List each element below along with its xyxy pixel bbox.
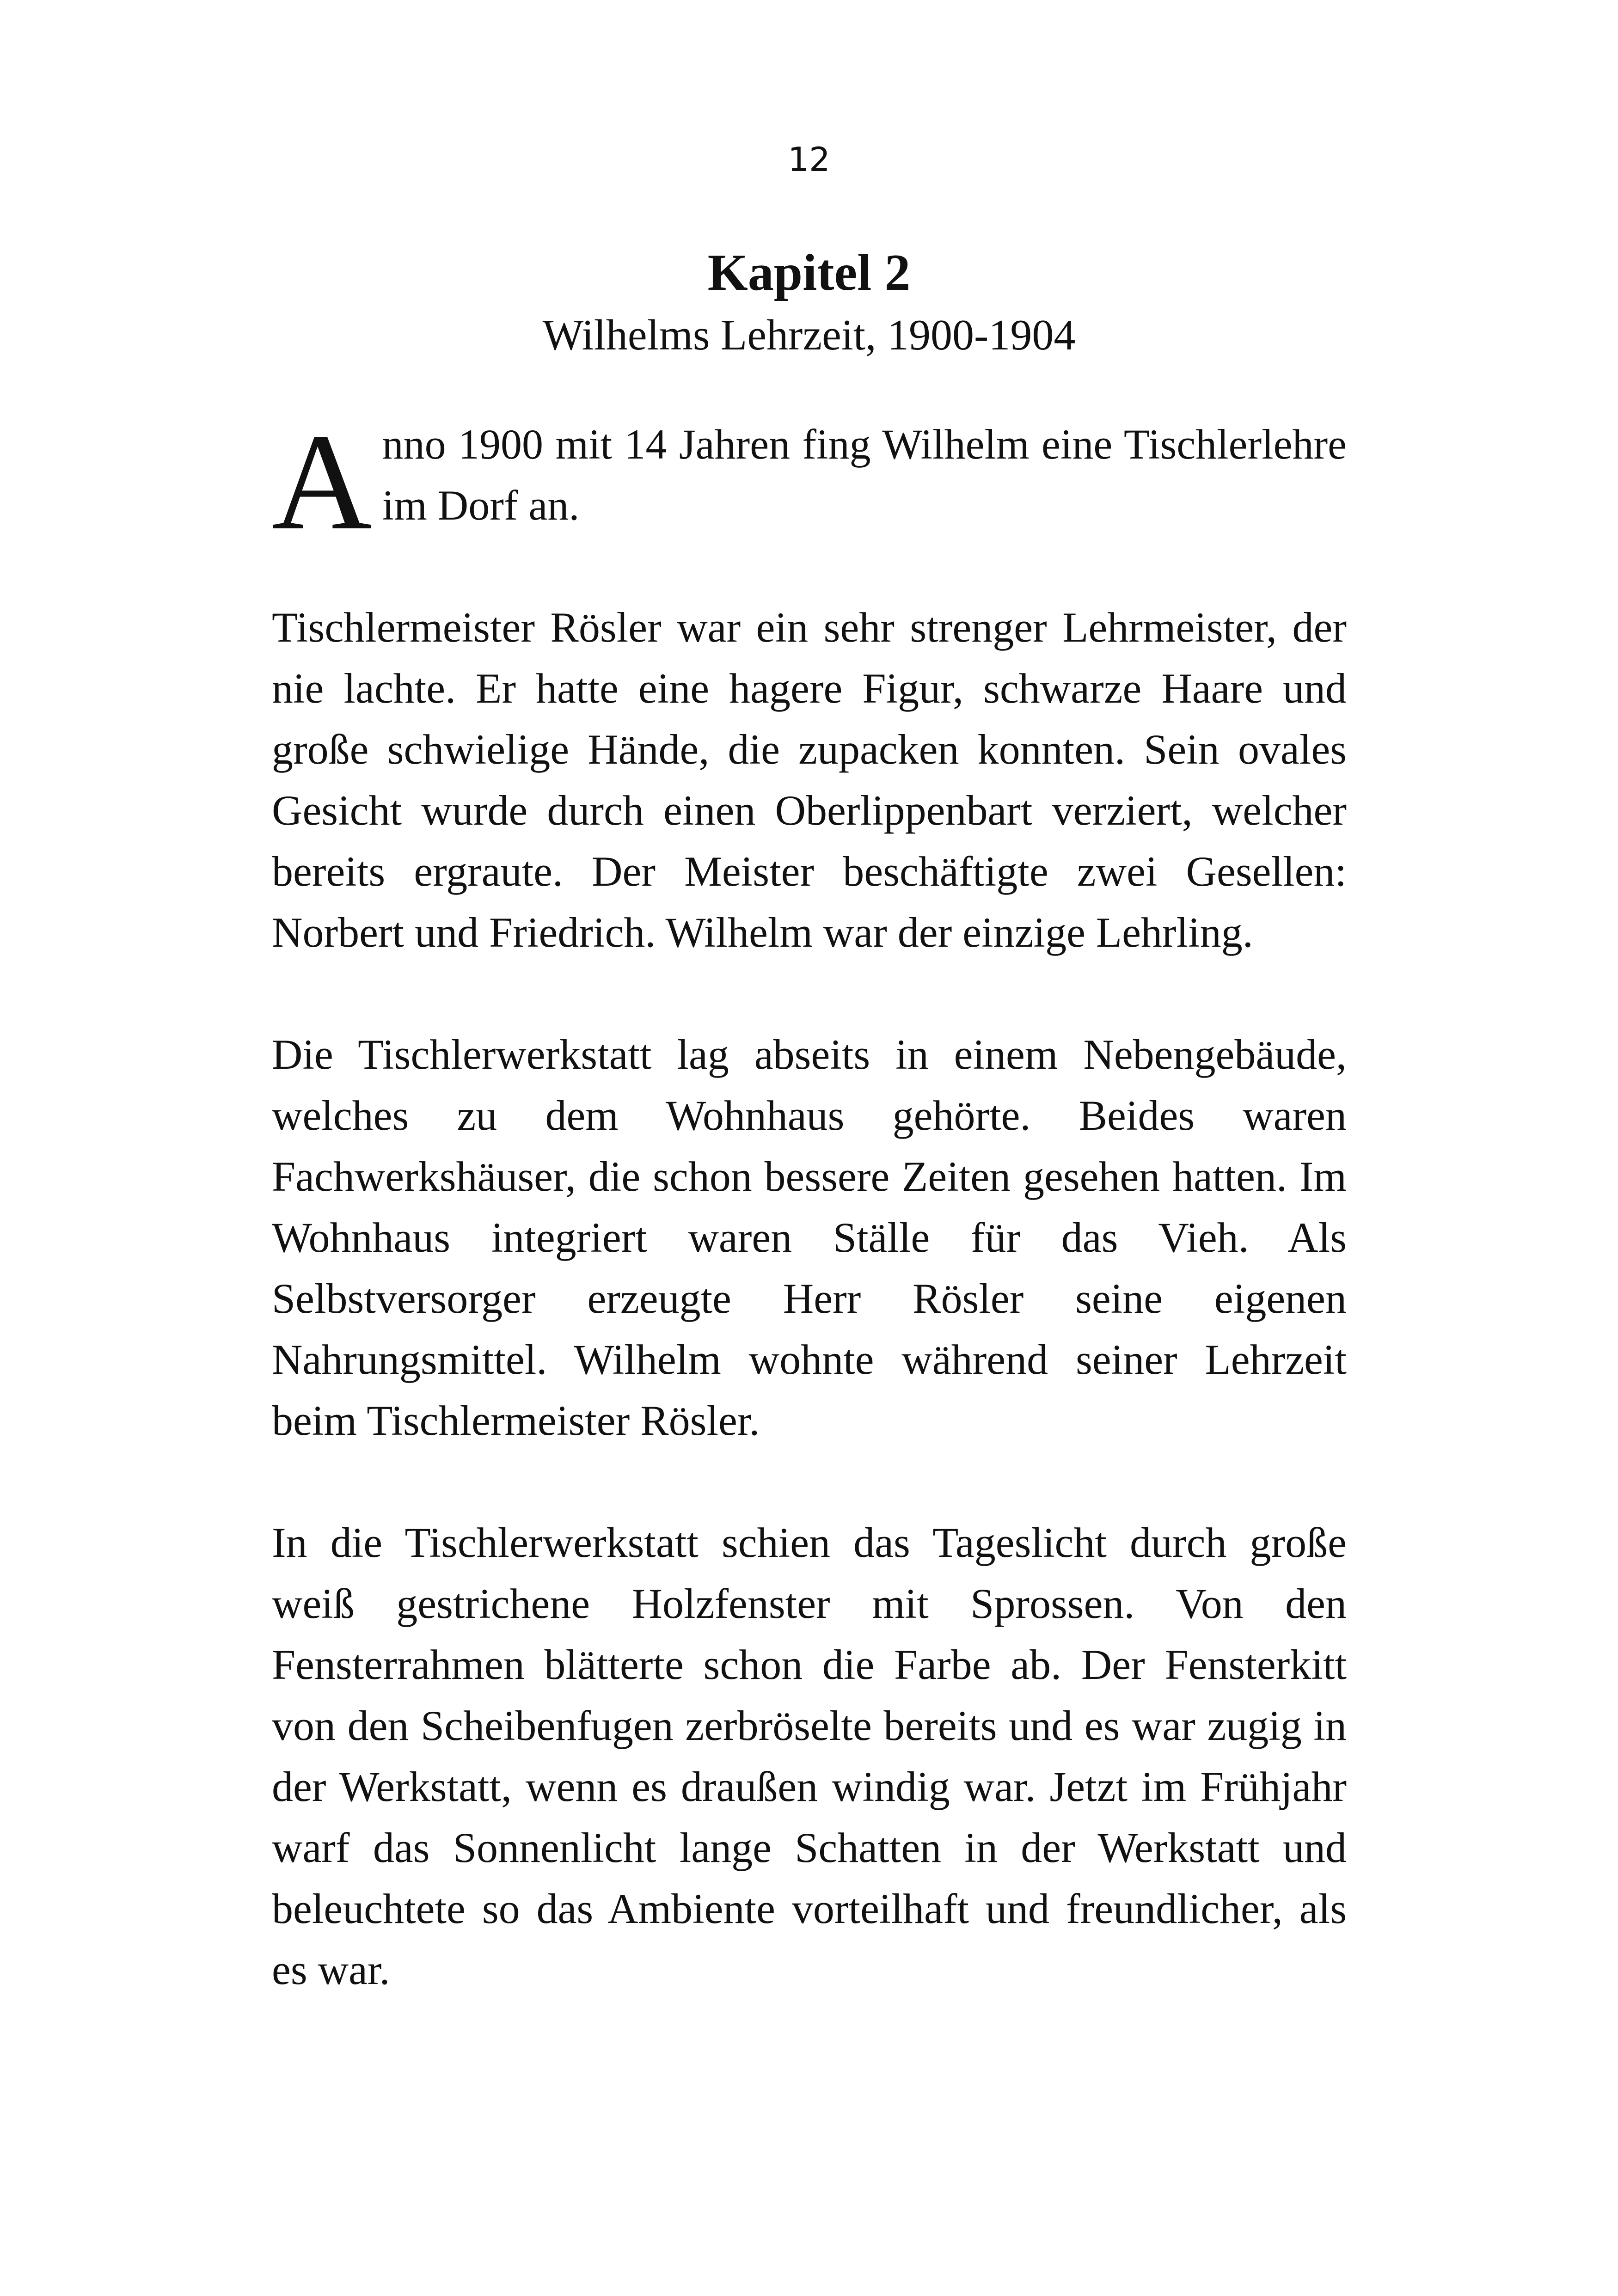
paragraph-1-text: nno 1900 mit 14 Jahren fing Wilhelm eine Tischlerlehre im Dorf an. bbox=[382, 421, 1347, 529]
drop-cap: A bbox=[272, 405, 372, 558]
paragraph-3: Die Tischlerwerkstatt lag abseits in einem Nebengebäude, welches zu dem Wohnhaus gehörte. Beides waren Fachwerkshäuser, die schon bessere Zeiten gesehen hatten. Im Wohnhaus integriert waren Ställe für das Vieh. Als Selbstversorger erzeugte Herr Rösler seine eigenen Nahrungsmittel. Wilhelm wohnte während seiner Lehrzeit beim Tischlermeister Rösler. bbox=[272, 1031, 1347, 1444]
chapter-body bbox=[272, 405, 1347, 2061]
paragraph-4: In die Tischlerwerkstatt schien das Tageslicht durch große weiß gestrichene Holzfenster mit Sprossen. Von den Fensterrahmen blätterte schon die Farbe ab. Der Fensterkitt von den Scheibenfugen zerbröselte bereits und es war zugig in der Werkstatt, wenn es draußen windig war. Jetzt im Frühjahr warf das Sonnenlicht lange Schatten in der Werkstatt und beleuchtete so das Ambiente vorteilhaft und freundlicher, als es war. bbox=[272, 1519, 1347, 1993]
chapter-subtitle: Wilhelms Lehrzeit, 1900-1904 bbox=[542, 311, 1076, 359]
paragraph-2: Tischlermeister Rösler war ein sehr strenger Lehrmeister, der nie lachte. Er hatte eine hagere Figur, schwarze Haare und große schwielige Hände, die zupacken konnten. Sein ovales Gesicht wurde durch einen Oberlippenbart verziert, welcher bereits ergraute. Der Meister beschäftigte zwei Gesellen: Norbert und Friedrich. Wilhelm war der einzige Lehrling. bbox=[272, 604, 1347, 956]
paragraph-1 bbox=[272, 405, 1347, 558]
page-number: 12 bbox=[788, 140, 830, 179]
chapter-title: Kapitel 2 bbox=[707, 244, 911, 301]
